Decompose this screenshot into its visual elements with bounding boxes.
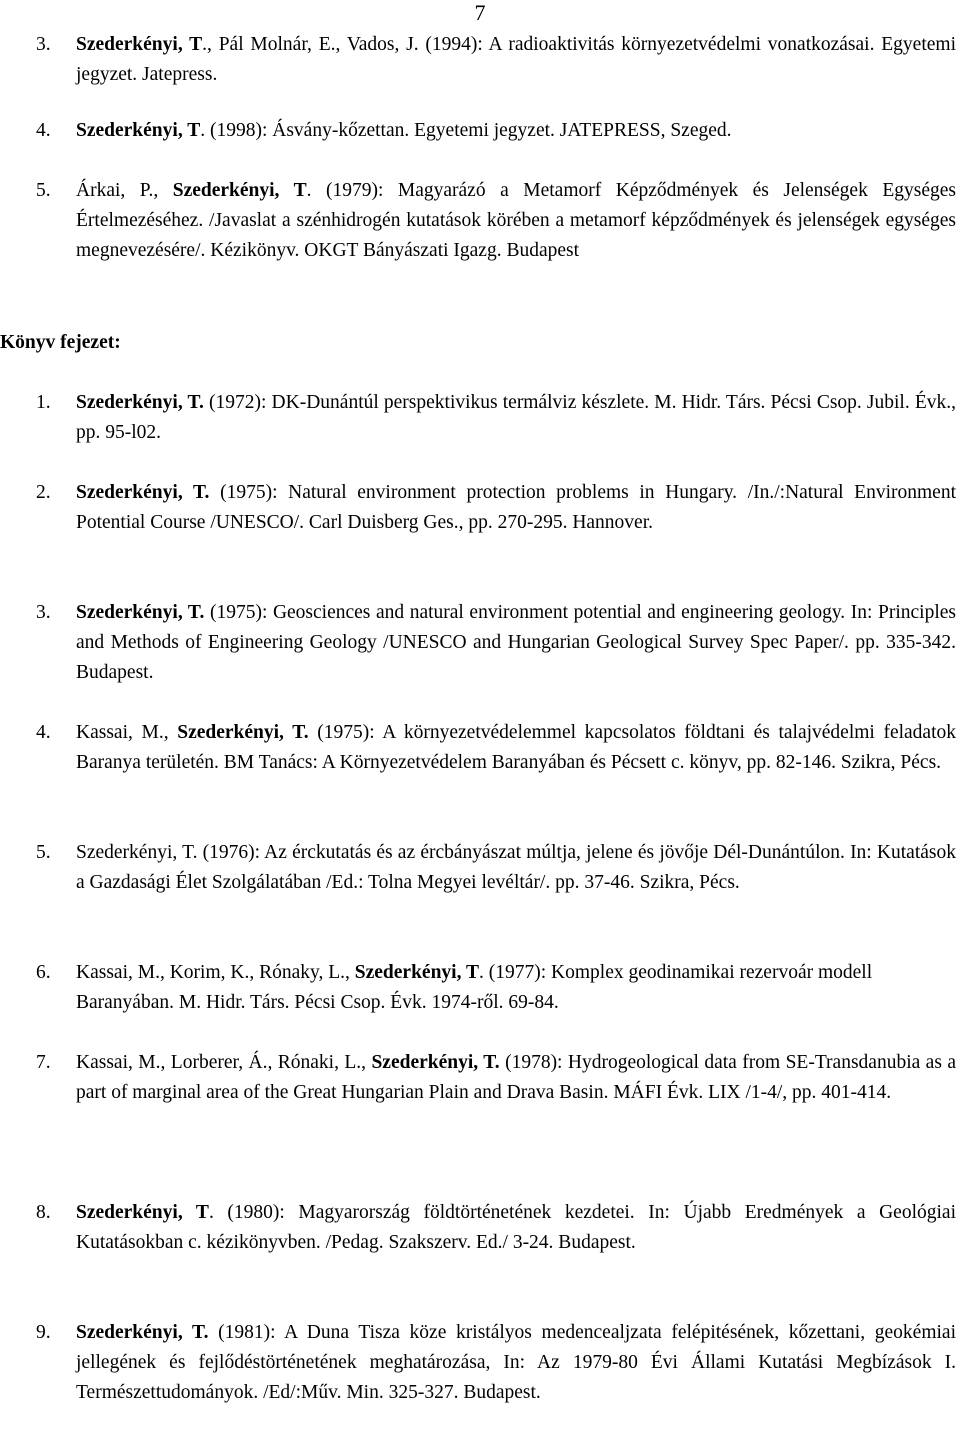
reference-author: Szederkényi, T.: [76, 602, 205, 623]
reference-number: 5.: [36, 842, 51, 863]
reference-text: Kassai, M., Szederkényi, T. (1975): A környezetvédelemmel kapcsolatos földtani és talajvédelmi feladatok Baranya területén. BM Tanács: A Környezetvédelem Baranyában és Pécsett c. könyv, pp. 82-146. Szikra, Pécs.: [76, 722, 957, 773]
reference-item: [36, 958, 956, 1018]
reference-author: Szederkényi, T: [76, 120, 201, 141]
reference-item: [36, 718, 956, 778]
reference-author: Szederkényi, T.: [177, 722, 309, 743]
reference-text: Szederkényi, T. (1972): DK-Dunántúl perspektivikus termálviz készlete. M. Hidr. Társ. Pécsi Csop. Jubil. Évk., pp. 95-l02.: [76, 392, 956, 443]
section-title: Könyv fejezet:: [0, 332, 121, 353]
reference-author: Szederkényi, T: [76, 34, 203, 55]
reference-item: [36, 478, 956, 538]
reference-number: 7.: [36, 1052, 51, 1073]
reference-text: Szederkényi, T. (1980): Magyarország földtörténetének kezdetei. In: Újabb Eredmények a Geológiai Kutatásokban c. kézikönyvben. /Pedag. Szakszerv. Ed./ 3-24. Budapest.: [76, 1202, 956, 1253]
reference-number: 6.: [36, 962, 51, 983]
reference-number: 8.: [36, 1202, 51, 1223]
reference-text: Szederkényi, T. (1975): Geosciences and natural environment potential and engineering geology. In: Principles and Methods of Engineering Geology /UNESCO and Hungarian Geological Survey Spec Paper/. pp. 335-342. Budapest.: [76, 602, 956, 683]
reference-author: Szederkényi, T: [76, 1202, 209, 1223]
reference-item: [36, 838, 956, 898]
reference-text: Kassai, M., Korim, K., Rónaky, L., Szederkényi, T. (1977): Komplex geodinamikai rezervoár modell Baranyában. M. Hidr. Társ. Pécsi Csop. Évk. 1974-ről. 69-84.: [76, 962, 873, 1013]
reference-number: 5.: [36, 180, 51, 201]
reference-item: [36, 388, 956, 448]
reference-text: Szederkényi, T. (1975): Natural environment protection problems in Hungary. /In./:Natural Environment Potential Course /UNESCO/. Carl Duisberg Ges., pp. 270-295. Hannover.: [76, 482, 957, 533]
reference-item: [36, 1048, 956, 1108]
reference-author: Szederkényi, T.: [76, 392, 204, 413]
reference-author: Szederkényi, T: [172, 180, 307, 201]
reference-author: Szederkényi, T.: [371, 1052, 500, 1073]
reference-item: [36, 598, 956, 688]
reference-author: Szederkényi, T.: [76, 1322, 209, 1343]
reference-number: 4.: [36, 722, 51, 743]
reference-number: 4.: [36, 120, 51, 141]
reference-text: Szederkényi, T., Pál Molnár, E., Vados, J. (1994): A radioaktivitás környezetvédelmi vonatkozásai. Egyetemi jegyzet. Jatepress.: [76, 34, 956, 85]
reference-author: Szederkényi, T.: [76, 482, 210, 503]
reference-number: 2.: [36, 482, 51, 503]
reference-text: Szederkényi, T. (1981): A Duna Tisza köze kristályos medencealjzata felépitésének, kőzettani, geokémiai jellegének és fejlődéstörténetének meghatározása, In: Az 1979-80 Évi Állami Kutatási Megbízások I. Természettudományok. /Ed/:Műv. Min. 325-327. Budapest.: [76, 1322, 956, 1403]
reference-number: 9.: [36, 1322, 51, 1343]
reference-item: [36, 1198, 956, 1258]
reference-text: Kassai, M., Lorberer, Á., Rónaki, L., Szederkényi, T. (1978): Hydrogeological data from SE-Transdanubia as a part of marginal area of the Great Hungarian Plain and Drava Basin. MÁFI Évk. LIX /1-4/, pp. 401-414.: [76, 1052, 956, 1103]
reference-item: [36, 116, 956, 146]
reference-item: [36, 176, 956, 266]
page-number: 7: [474, 0, 486, 25]
reference-number: 3.: [36, 34, 51, 55]
reference-text: Árkai, P., Szederkényi, T. (1979): Magyarázó a Metamorf Képződmények és Jelenségek Egységes Értelmezéséhez. /Javaslat a szénhidrogén kutatások körében a metamorf képződmények és jelenségek egységes megnevezésére/. Kézikönyv. OKGT Bányászati Igazg. Budapest: [76, 180, 956, 261]
reference-number: 1.: [36, 392, 51, 413]
reference-text: Szederkényi, T. (1976): Az érckutatás és az ércbányászat múltja, jelene és jövője Dél-Dunántúlon. In: Kutatások a Gazdasági Élet Szolgálatában /Ed.: Tolna Megyei levéltár/. pp. 37-46. Szikra, Pécs.: [76, 842, 956, 893]
reference-item: [36, 1318, 956, 1408]
reference-author: Szederkényi, T: [354, 962, 479, 983]
reference-item: [36, 30, 956, 90]
reference-text: Szederkényi, T. (1998): Ásvány-kőzettan. Egyetemi jegyzet. JATEPRESS, Szeged.: [76, 120, 732, 141]
reference-number: 3.: [36, 602, 51, 623]
